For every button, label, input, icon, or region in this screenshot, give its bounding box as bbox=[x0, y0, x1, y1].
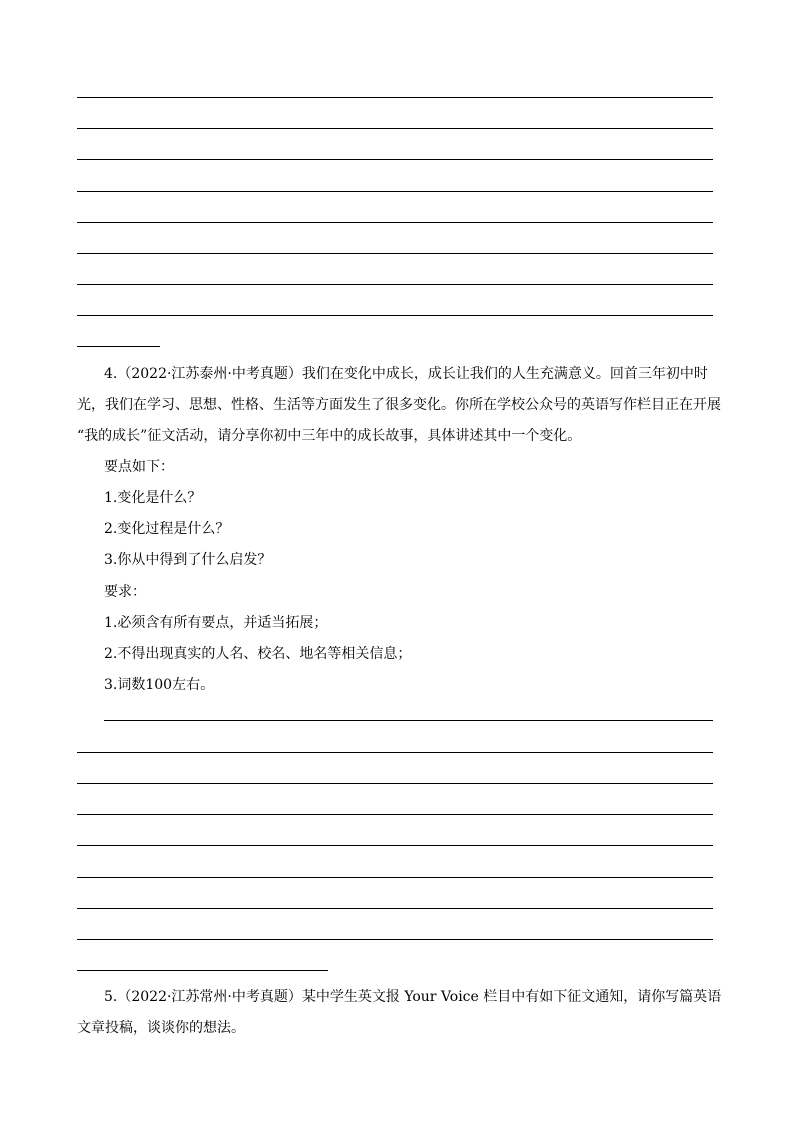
answer-line bbox=[77, 128, 713, 129]
answer-line bbox=[77, 222, 713, 223]
answer-line bbox=[77, 253, 713, 254]
answer-line bbox=[77, 191, 713, 192]
answer-line[interactable] bbox=[77, 908, 713, 909]
answer-line[interactable] bbox=[77, 877, 713, 878]
q4-prompt-line3: “我的成长”征文活动，请分享你初中三年中的成长故事，具体讲述其中一个变化。 bbox=[77, 428, 582, 444]
answer-line[interactable] bbox=[77, 783, 713, 784]
q5-prompt-line1: 5.（2022·江苏常州·中考真题）某中学生英文报 Your Voice 栏目中有如下征文通知，请你写篇英语 bbox=[104, 989, 722, 1005]
answer-line[interactable] bbox=[77, 939, 713, 940]
q4-requirement-3: 3.词数100左右。 bbox=[104, 677, 215, 693]
answer-line bbox=[77, 97, 713, 98]
q4-point-1: 1.变化是什么？ bbox=[104, 490, 202, 506]
answer-line-short[interactable] bbox=[77, 970, 328, 971]
q5-prompt-line2: 文章投稿，谈谈你的想法。 bbox=[77, 1020, 245, 1036]
q4-points-title: 要点如下： bbox=[104, 459, 174, 475]
answer-line bbox=[77, 284, 713, 285]
answer-line bbox=[77, 315, 713, 316]
answer-line[interactable] bbox=[77, 845, 713, 846]
answer-line[interactable] bbox=[77, 752, 713, 753]
q4-requirement-2: 2.不得出现真实的人名、校名、地名等相关信息； bbox=[104, 646, 412, 662]
q4-requirement-1: 1.必须含有所有要点，并适当拓展； bbox=[104, 615, 328, 631]
q4-prompt-line1: 4.（2022·江苏泰州·中考真题）我们在变化中成长，成长让我们的人生充满意义。回首三年初中时 bbox=[104, 366, 708, 382]
answer-line[interactable] bbox=[104, 720, 713, 721]
q4-point-3: 3.你从中得到了什么启发？ bbox=[104, 552, 272, 568]
answer-line bbox=[77, 159, 713, 160]
answer-line-short bbox=[77, 346, 160, 347]
q4-point-2: 2.变化过程是什么？ bbox=[104, 521, 230, 537]
q4-prompt-line2: 光，我们在学习、思想、性格、生活等方面发生了很多变化。你所在学校公众号的英语写作栏目正在开展 bbox=[77, 397, 721, 413]
answer-line[interactable] bbox=[77, 814, 713, 815]
q4-requirements-title: 要求： bbox=[104, 584, 146, 600]
